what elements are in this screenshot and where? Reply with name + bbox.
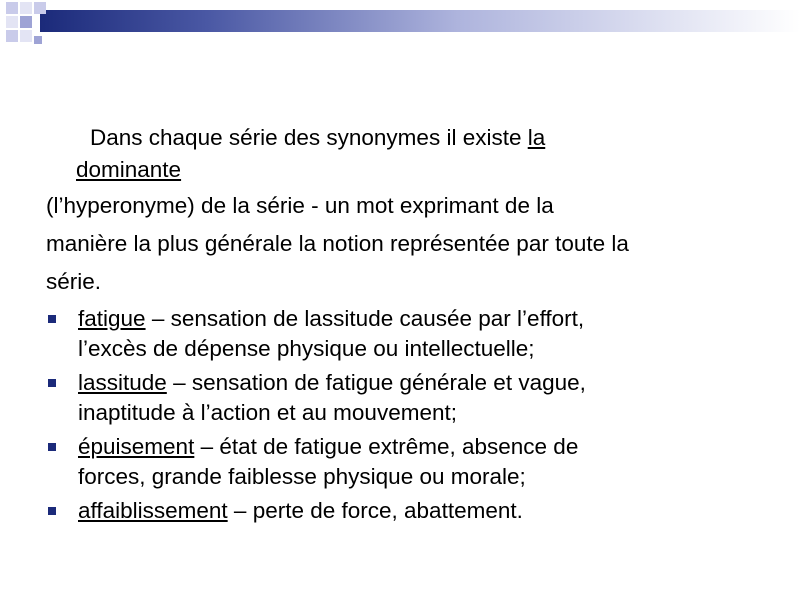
synonym-definition: – sensation de fatigue générale et vague, bbox=[166, 370, 586, 395]
list-item bbox=[46, 368, 766, 428]
synonym-definition: – état de fatigue extrême, absence de bbox=[194, 434, 579, 459]
synonym-definition: – perte de force, abattement. bbox=[227, 498, 523, 523]
intro-line: manière la plus générale la notion représentée par toute la bbox=[46, 231, 629, 256]
synonym-definition: forces, grande faiblesse physique ou morale; bbox=[78, 464, 526, 489]
slide-content bbox=[46, 122, 766, 526]
synonym-term: lassitude bbox=[78, 370, 167, 395]
list-item bbox=[46, 432, 766, 492]
synonym-definition: inaptitude à l’action et au mouvement; bbox=[78, 400, 457, 425]
header-gradient-bar bbox=[40, 10, 800, 32]
list-item bbox=[46, 304, 766, 364]
intro-paragraph bbox=[46, 122, 766, 300]
underlined-term: dominante bbox=[76, 157, 182, 182]
decor-square bbox=[34, 2, 46, 14]
decor-square bbox=[34, 36, 42, 44]
decor-square bbox=[20, 16, 32, 28]
underlined-term: la bbox=[527, 125, 546, 150]
list-item bbox=[46, 496, 766, 526]
intro-line bbox=[46, 154, 766, 186]
intro-line: série. bbox=[46, 269, 102, 294]
square-bullet-icon bbox=[48, 315, 56, 323]
synonym-term: fatigue bbox=[78, 306, 146, 331]
synonym-definition: – sensation de lassitude causée par l’effort, bbox=[145, 306, 585, 331]
intro-line bbox=[46, 122, 766, 154]
synonym-list bbox=[46, 304, 766, 526]
decor-square bbox=[20, 30, 32, 42]
intro-line: (l’hyperonyme) de la série - un mot exprimant de la bbox=[46, 193, 554, 218]
square-bullet-icon bbox=[48, 507, 56, 515]
decor-square bbox=[6, 16, 18, 28]
decor-square bbox=[6, 30, 18, 42]
header-decoration bbox=[0, 0, 800, 60]
synonym-term: affaiblissement bbox=[78, 498, 228, 523]
square-bullet-icon bbox=[48, 443, 56, 451]
intro-text: Dans chaque série des synonymes il existe bbox=[90, 125, 528, 150]
synonym-term: épuisement bbox=[78, 434, 195, 459]
decor-square bbox=[20, 2, 32, 14]
decor-square bbox=[6, 2, 18, 14]
synonym-definition: l’excès de dépense physique ou intellectuelle; bbox=[78, 336, 535, 361]
square-bullet-icon bbox=[48, 379, 56, 387]
